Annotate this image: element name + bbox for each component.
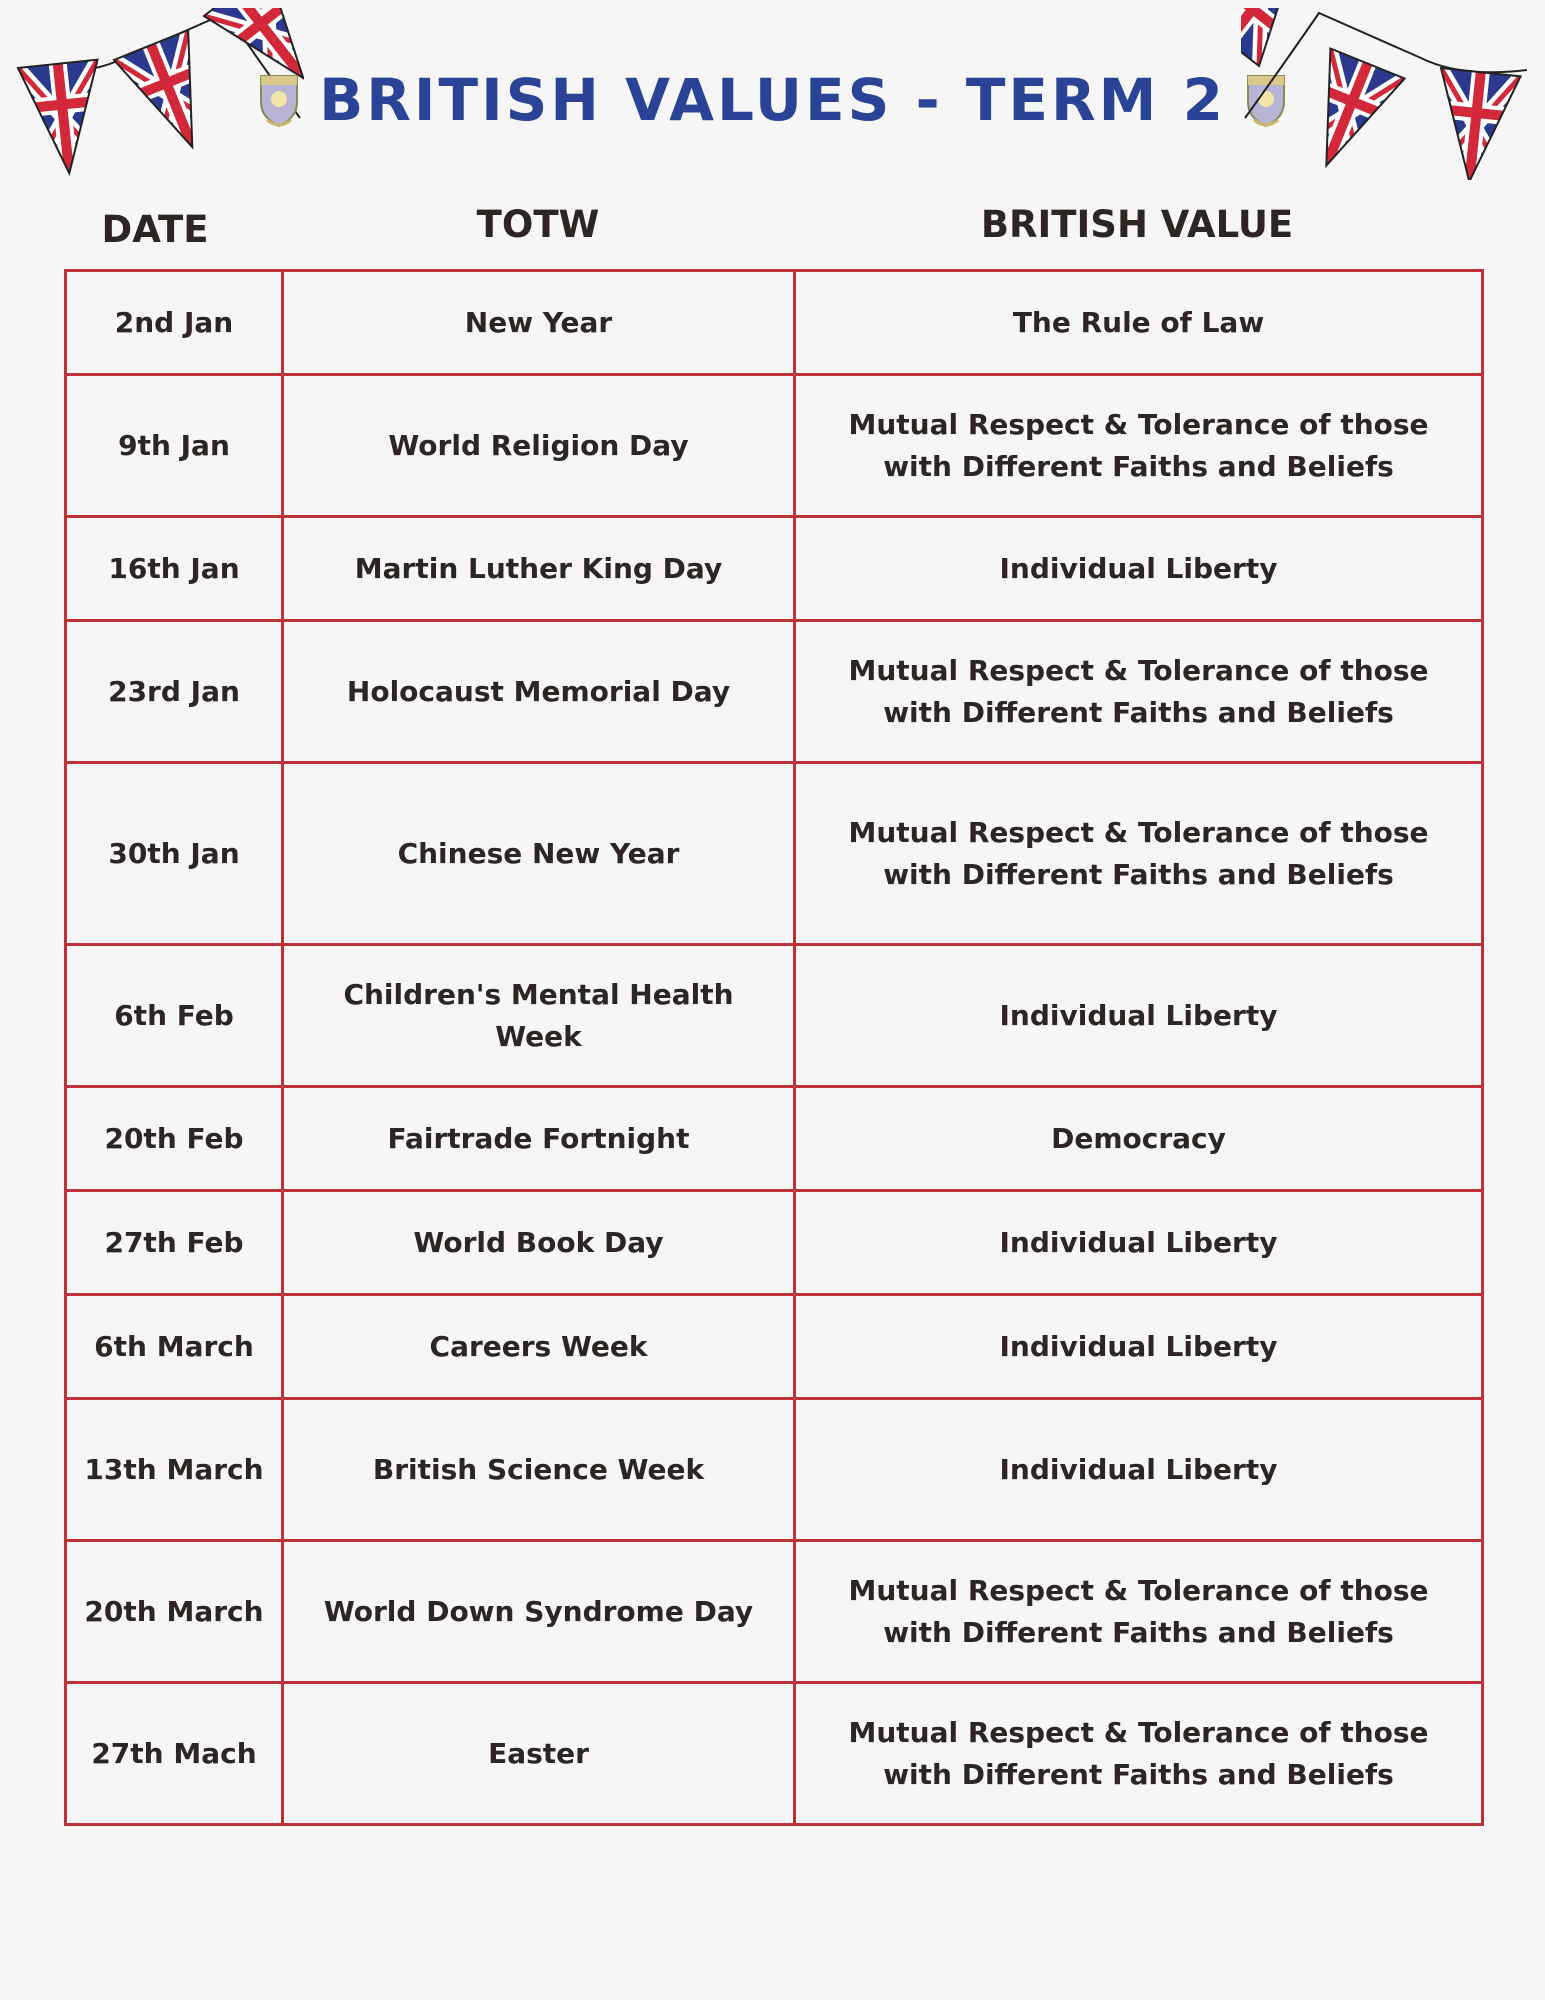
british-value-cell: Mutual Respect & Tolerance of those with Different Faiths and Beliefs [795, 1541, 1483, 1683]
totw-cell: Easter [283, 1683, 795, 1825]
table-row [66, 1295, 1483, 1399]
totw-cell: Martin Luther King Day [283, 517, 795, 621]
table-row [66, 621, 1483, 763]
date-cell: 27th Feb [66, 1191, 283, 1295]
totw-cell: Fairtrade Fortnight [283, 1087, 795, 1191]
british-values-table [64, 269, 1484, 1826]
british-value-cell: Mutual Respect & Tolerance of those with Different Faiths and Beliefs [795, 763, 1483, 945]
date-cell: 13th March [66, 1399, 283, 1541]
date-cell: 20th March [66, 1541, 283, 1683]
british-value-cell: Mutual Respect & Tolerance of those with Different Faiths and Beliefs [795, 621, 1483, 763]
british-value-cell: Democracy [795, 1087, 1483, 1191]
table-row [66, 375, 1483, 517]
date-cell: 16th Jan [66, 517, 283, 621]
column-header-british-value: BRITISH VALUE [980, 203, 1294, 246]
british-value-cell: Mutual Respect & Tolerance of those with Different Faiths and Beliefs [795, 375, 1483, 517]
totw-cell: Chinese New Year [283, 763, 795, 945]
date-cell: 2nd Jan [66, 271, 283, 375]
british-value-cell: Mutual Respect & Tolerance of those with Different Faiths and Beliefs [795, 1683, 1483, 1825]
totw-cell: Careers Week [283, 1295, 795, 1399]
totw-cell: British Science Week [283, 1399, 795, 1541]
date-cell: 6th March [66, 1295, 283, 1399]
totw-cell: World Religion Day [283, 375, 795, 517]
table-row [66, 1541, 1483, 1683]
school-crest-icon [257, 72, 301, 128]
totw-cell: Children's Mental Health Week [283, 945, 795, 1087]
british-value-cell: Individual Liberty [795, 1399, 1483, 1541]
table-row [66, 1191, 1483, 1295]
totw-cell: Holocaust Memorial Day [283, 621, 795, 763]
table-row [66, 945, 1483, 1087]
date-cell: 6th Feb [66, 945, 283, 1087]
title-row [300, 55, 1245, 145]
union-jack-bunting-right-icon [1241, 8, 1531, 180]
british-value-cell: Individual Liberty [795, 1191, 1483, 1295]
column-header-date: DATE [101, 208, 209, 251]
table-row [66, 1399, 1483, 1541]
table-row [66, 271, 1483, 375]
british-value-cell: Individual Liberty [795, 517, 1483, 621]
table-row [66, 763, 1483, 945]
date-cell: 27th Mach [66, 1683, 283, 1825]
table-row [66, 1683, 1483, 1825]
table-row [66, 517, 1483, 621]
page-title: BRITISH VALUES - TERM 2 [319, 66, 1226, 134]
table-row [66, 1087, 1483, 1191]
totw-cell: World Book Day [283, 1191, 795, 1295]
british-value-cell: The Rule of Law [795, 271, 1483, 375]
british-value-cell: Individual Liberty [795, 945, 1483, 1087]
totw-cell: World Down Syndrome Day [283, 1541, 795, 1683]
date-cell: 9th Jan [66, 375, 283, 517]
column-header-totw: TOTW [476, 203, 600, 246]
totw-cell: New Year [283, 271, 795, 375]
date-cell: 20th Feb [66, 1087, 283, 1191]
british-value-cell: Individual Liberty [795, 1295, 1483, 1399]
page-header [0, 0, 1545, 190]
date-cell: 23rd Jan [66, 621, 283, 763]
date-cell: 30th Jan [66, 763, 283, 945]
